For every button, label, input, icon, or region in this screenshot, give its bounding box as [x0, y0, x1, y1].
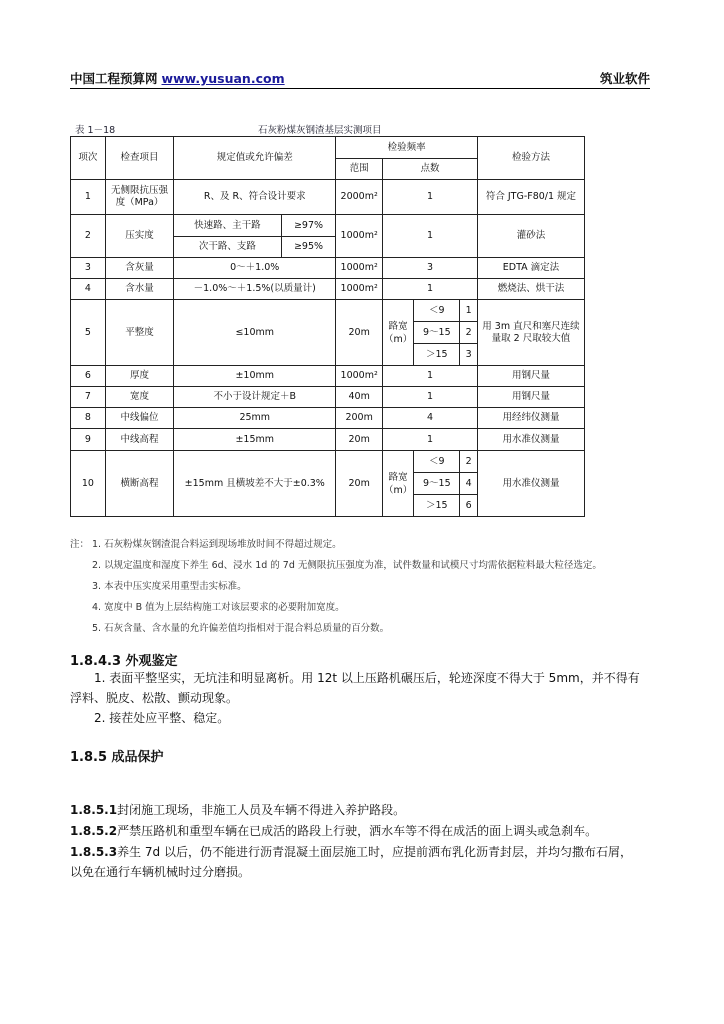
- header-freq: 检验频率: [336, 137, 478, 159]
- cell-points: 1: [383, 180, 478, 215]
- cell-spec: 0～＋1.0%: [174, 258, 336, 279]
- protection-item-1: [70, 800, 405, 820]
- cell-points: 3: [383, 258, 478, 279]
- cell-width: ＞15: [414, 495, 460, 517]
- cell-points: 1: [383, 279, 478, 300]
- cell-width: 9～15: [414, 322, 460, 344]
- cell-range: 1000m²: [336, 258, 383, 279]
- site-url-link[interactable]: www.yusuan.com: [161, 71, 285, 86]
- header-method: 检验方法: [477, 137, 584, 180]
- table-row: [71, 366, 585, 387]
- paragraph-1b: 浮料、脱皮、松散、颤动现象。: [70, 691, 239, 705]
- paragraph-1a: 1. 表面平整坚实，无坑洼和明显离析。用 12t 以上压路机碾压后，轮迹深度不得大于 5mm，并不得有: [94, 671, 640, 685]
- cell-count: 3: [460, 344, 478, 366]
- table-row: [71, 429, 585, 451]
- section-heading-1-8-5: 1.8.5 成品保护: [70, 750, 164, 765]
- cell-points: 1: [383, 366, 478, 387]
- cell-no: 8: [71, 408, 106, 429]
- cell-no: 2: [71, 215, 106, 258]
- cell-range: 40m: [336, 387, 383, 408]
- cell-method: 用经纬仪测量: [477, 408, 584, 429]
- site-title: 中国工程预算网: [70, 71, 158, 86]
- section-heading-1-8-4-3: 1.8.4.3 外观鉴定: [70, 654, 178, 669]
- cell-method: 符合 JTG-F80/1 规定: [477, 180, 584, 215]
- notes-label: 注：: [70, 539, 90, 550]
- note-item: 5. 石灰含量、含水量的允许偏差值均指相对于混合料总质量的百分数。: [92, 623, 390, 634]
- cell-width: 9～15: [414, 473, 460, 495]
- cell-sub-label: 次干路、支路: [174, 237, 282, 258]
- cell-item: 横断高程: [105, 451, 173, 517]
- cell-spec: ±15mm: [174, 429, 336, 451]
- cell-sub-value: ≥97%: [281, 215, 336, 237]
- cell-count: 6: [460, 495, 478, 517]
- cell-item: 中线高程: [105, 429, 173, 451]
- cell-spec: 25mm: [174, 408, 336, 429]
- cell-item: 含灰量: [105, 258, 173, 279]
- cell-range: 1000m²: [336, 215, 383, 258]
- cell-item: 厚度: [105, 366, 173, 387]
- cell-spec: ±10mm: [174, 366, 336, 387]
- cell-sub-value: ≥95%: [281, 237, 336, 258]
- table-number: 表 1－18: [75, 125, 116, 136]
- table-row: [71, 387, 585, 408]
- cell-method: 灌砂法: [477, 215, 584, 258]
- table-row: [71, 215, 585, 237]
- cell-no: 1: [71, 180, 106, 215]
- cell-range: 20m: [336, 429, 383, 451]
- cell-count: 1: [460, 300, 478, 322]
- cell-no: 9: [71, 429, 106, 451]
- cell-count: 2: [460, 451, 478, 473]
- cell-points: 1: [383, 215, 478, 258]
- cell-range: 20m: [336, 300, 383, 366]
- cell-range: 2000m²: [336, 180, 383, 215]
- cell-method: 用钢尺量: [477, 387, 584, 408]
- item-text: 严禁压路机和重型车辆在已成活的路段上行驶，洒水车等不得在成活的面上调头或急刹车。: [117, 824, 598, 838]
- cell-count: 4: [460, 473, 478, 495]
- note-item: 1. 石灰粉煤灰钢渣混合料运到现场堆放时间不得超过规定。: [92, 539, 342, 550]
- cell-method: 用水准仪测量: [477, 451, 584, 517]
- item-text: 封闭施工现场，非施工人员及车辆不得进入养护路段。: [117, 803, 406, 817]
- cell-count: 2: [460, 322, 478, 344]
- cell-item: 平整度: [105, 300, 173, 366]
- cell-range: 1000m²: [336, 279, 383, 300]
- table-row: [71, 180, 585, 215]
- header-points: 点数: [383, 159, 478, 180]
- cell-range: 1000m²: [336, 366, 383, 387]
- protection-item-3: [70, 842, 632, 862]
- note-item: 4. 宽度中 B 值为上层结构施工对该层要求的必要附加宽度。: [92, 602, 345, 613]
- cell-width: ＜9: [414, 300, 460, 322]
- cell-points: 1: [383, 429, 478, 451]
- cell-no: 3: [71, 258, 106, 279]
- cell-no: 4: [71, 279, 106, 300]
- cell-road-width-label: 路宽（m）: [383, 451, 414, 517]
- cell-item: 含水量: [105, 279, 173, 300]
- cell-method: 用钢尺量: [477, 366, 584, 387]
- cell-sub-label: 快速路、主干路: [174, 215, 282, 237]
- table-row: [71, 258, 585, 279]
- cell-method: 燃烧法、烘干法: [477, 279, 584, 300]
- cell-no: 6: [71, 366, 106, 387]
- cell-width: ＞15: [414, 344, 460, 366]
- cell-no: 7: [71, 387, 106, 408]
- cell-item: 无侧限抗压强度（MPa）: [105, 180, 173, 215]
- cell-no: 5: [71, 300, 106, 366]
- cell-spec: 不小于设计规定＋B: [174, 387, 336, 408]
- protection-item-3-cont: 以免在通行车辆机械时过分磨损。: [70, 865, 251, 879]
- cell-method: 用 3m 直尺和塞尺连续量取 2 尺取较大值: [477, 300, 584, 366]
- table-row: [71, 451, 585, 473]
- item-number: 1.8.5.3: [70, 845, 118, 859]
- cell-spec: R、及 R、符合设计要求: [174, 180, 336, 215]
- header-range: 范围: [336, 159, 383, 180]
- table-row: [71, 300, 585, 322]
- cell-road-width-label: 路宽（m）: [383, 300, 414, 366]
- cell-no: 10: [71, 451, 106, 517]
- page-header: [70, 68, 650, 89]
- cell-points: 1: [383, 387, 478, 408]
- cell-range: 20m: [336, 451, 383, 517]
- table-row: [71, 408, 585, 429]
- brand-name: 筑业软件: [599, 71, 650, 86]
- header-item-no: 项次: [71, 137, 106, 180]
- item-text: 养生 7d 以后，仍不能进行沥青混凝土面层施工时，应提前洒布乳化沥青封层，并均匀撒布石屑，: [117, 845, 632, 859]
- paragraph-2: 2. 接茬处应平整、稳定。: [94, 711, 230, 725]
- cell-method: 用水准仪测量: [477, 429, 584, 451]
- table-row: [71, 279, 585, 300]
- cell-item: 中线偏位: [105, 408, 173, 429]
- cell-spec: ≤10mm: [174, 300, 336, 366]
- protection-item-2: [70, 821, 597, 841]
- cell-width: ＜9: [414, 451, 460, 473]
- header-check-item: 检查项目: [105, 137, 173, 180]
- cell-method: EDTA 滴定法: [477, 258, 584, 279]
- note-item: 2. 以规定温度和湿度下养生 6d、浸水 1d 的 7d 无侧限抗压强度为准，试件数量和试模尺寸均需依据粒料最大粒径选定。: [92, 560, 602, 571]
- cell-spec: ±15mm 且横坡差不大于±0.3%: [174, 451, 336, 517]
- item-number: 1.8.5.2: [70, 824, 118, 838]
- cell-item: 宽度: [105, 387, 173, 408]
- table-title: 石灰粉煤灰钢渣基层实测项目: [258, 125, 382, 136]
- cell-points: 4: [383, 408, 478, 429]
- cell-spec: －1.0%～＋1.5%(以质量计): [174, 279, 336, 300]
- note-item: 3. 本表中压实度采用重型击实标准。: [92, 581, 247, 592]
- cell-item: 压实度: [105, 215, 173, 258]
- inspection-table: [70, 136, 585, 517]
- site-name: [70, 69, 285, 87]
- item-number: 1.8.5.1: [70, 803, 118, 817]
- cell-range: 200m: [336, 408, 383, 429]
- header-spec: 规定值或允许偏差: [174, 137, 336, 180]
